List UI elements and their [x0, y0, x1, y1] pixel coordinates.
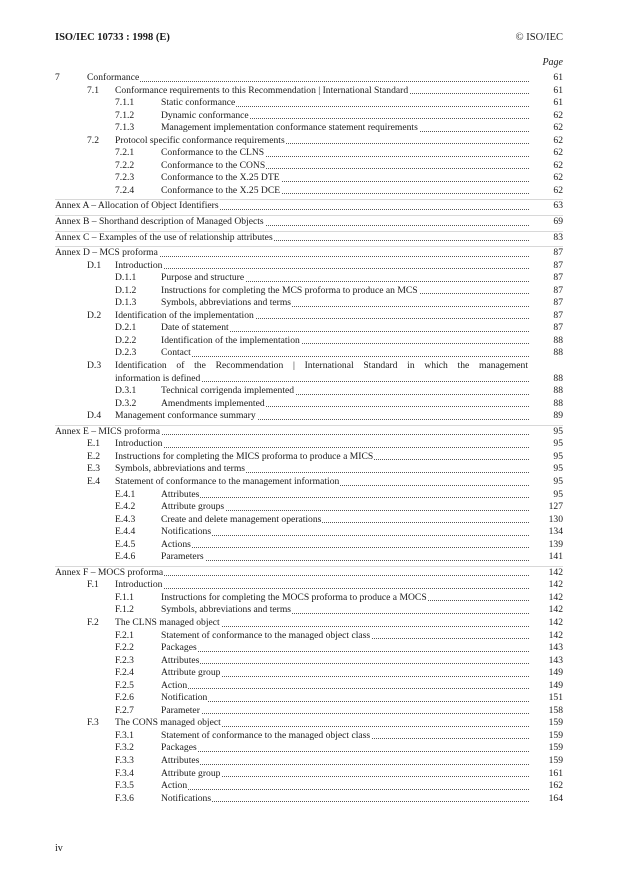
toc-entry[interactable]	[55, 297, 563, 310]
toc-entry-title-text: Identification of the implementation	[115, 309, 254, 321]
toc-entry-title	[55, 567, 529, 580]
header-copyright: © ISO/IEC	[515, 32, 563, 43]
toc-entry-title-text: Annex F – MOCS proforma	[55, 566, 164, 578]
toc-entry[interactable]	[55, 272, 563, 285]
toc-entry-title-text: Contact	[161, 347, 191, 359]
toc-entry-page: 142	[548, 629, 563, 641]
toc-entry-title-text: Identification of the Recommendation | International Standard in which the management	[115, 360, 528, 372]
toc-entry-number: F.3.3	[115, 754, 134, 766]
toc-entry[interactable]	[55, 85, 563, 98]
toc-entry[interactable]	[55, 147, 563, 160]
toc-entry-title-text: Notifications	[161, 526, 212, 538]
toc-entry-number: 7.2.2	[115, 159, 135, 171]
toc-entry-number: D.2	[87, 309, 102, 321]
toc-entry[interactable]	[55, 793, 563, 806]
toc-entry[interactable]	[55, 476, 563, 489]
toc-entry-page: 87	[553, 284, 563, 296]
toc-entry-number: F.3.5	[115, 780, 134, 792]
toc-entry-number: F.2.5	[115, 679, 134, 691]
toc-entry-title-text: Introduction	[115, 259, 163, 271]
toc-entry-page: 95	[553, 488, 563, 500]
toc-entry-title-text: Annex E – MICS proforma	[55, 425, 160, 437]
toc-entry[interactable]	[55, 160, 563, 173]
toc-entry-number: 7.1.2	[115, 109, 135, 121]
toc-entry-page: 159	[548, 742, 563, 754]
toc-entry-title	[161, 297, 529, 310]
toc-entry-title-text: Parameter	[161, 704, 200, 716]
toc-entry-title	[115, 476, 529, 489]
toc-entry[interactable]	[55, 438, 563, 451]
toc-entry-title	[161, 285, 529, 298]
toc-entry-title	[115, 410, 529, 423]
toc-entry-page: 87	[553, 322, 563, 334]
toc-entry[interactable]	[55, 755, 563, 768]
toc-entry-page: 158	[548, 704, 563, 716]
toc-entry-title-text: Static conformance	[161, 97, 236, 109]
toc-entry-title-text: Symbols, abbreviations and terms	[161, 297, 292, 309]
toc-entry[interactable]	[55, 579, 563, 592]
toc-entry-title	[55, 232, 529, 245]
toc-entry-page: 63	[553, 200, 563, 212]
toc-entry-title-text: Attributes	[161, 654, 200, 666]
toc-entry-title-text: Action	[161, 780, 188, 792]
toc-entry[interactable]	[55, 742, 563, 755]
footer-page-number: iv	[55, 843, 63, 854]
toc-entry-title	[115, 135, 529, 148]
toc-entry-page: 87	[553, 272, 563, 284]
toc-entry-number: F.2.2	[115, 642, 134, 654]
toc-entry-number: D.3	[87, 360, 102, 372]
toc-entry-page: 95	[553, 463, 563, 475]
toc-entry-title	[161, 604, 529, 617]
toc-entry-title	[115, 260, 529, 273]
toc-entry[interactable]	[55, 489, 563, 502]
toc-entry-page: 159	[548, 754, 563, 766]
toc-entry-number: F.2.1	[115, 629, 134, 641]
toc-entry[interactable]	[55, 97, 563, 110]
toc-entry-title-text: Attribute group	[161, 767, 221, 779]
toc-entry-page: 159	[548, 729, 563, 741]
toc-entry-title-text: Attributes	[161, 488, 200, 500]
toc-entry-title	[115, 85, 529, 98]
toc-entry-title	[161, 655, 529, 668]
toc-entry[interactable]	[55, 539, 563, 552]
toc-entry-title	[87, 72, 529, 85]
toc-entry[interactable]	[55, 717, 563, 730]
toc-entry-title-text: Actions	[161, 538, 191, 550]
toc-entry[interactable]	[55, 347, 563, 360]
toc-entry-title	[161, 551, 529, 564]
toc-entry[interactable]	[55, 680, 563, 693]
toc-entry-title-text: Protocol specific conformance requirements	[115, 134, 285, 146]
toc-entry-number: E.4.6	[115, 551, 136, 563]
toc-entry-page: 142	[548, 616, 563, 628]
toc-entry-title	[161, 768, 529, 781]
toc-entry-page: 62	[553, 184, 563, 196]
toc-entry-title-text: Annex B – Shorthand description of Managed Objects	[55, 216, 264, 228]
toc-entry-number: 7.1.3	[115, 122, 135, 134]
toc-entry-title-text: Symbols, abbreviations and terms	[161, 604, 292, 616]
toc-entry-title-text: Statement of conformance to the management information	[115, 475, 340, 487]
toc-entry[interactable]	[55, 501, 563, 514]
toc-entry-page: 95	[553, 425, 563, 437]
toc-entry-title-text: Statement of conformance to the managed object class	[161, 629, 371, 641]
toc-entry-page: 159	[548, 717, 563, 729]
toc-entry-title-text: Management conformance summary	[115, 410, 256, 422]
toc-entry-title	[161, 592, 529, 605]
toc-entry-title-text: Amendments implemented	[161, 397, 265, 409]
toc-entry-title	[161, 680, 529, 693]
toc-entry-title	[161, 272, 529, 285]
toc-entry-number: E.4.2	[115, 501, 136, 513]
toc-entry-page: 161	[548, 767, 563, 779]
toc-entry-page: 95	[553, 475, 563, 487]
toc-entry-title	[161, 692, 529, 705]
toc-entry-title-text: Conformance	[87, 72, 140, 83]
toc-entry-title-text: Attribute groups	[161, 501, 225, 513]
toc-entry-page: 89	[553, 410, 563, 422]
toc-entry-page: 143	[548, 654, 563, 666]
toc-entry-number: 7.1	[87, 84, 99, 96]
toc-entry[interactable]	[55, 617, 563, 630]
toc-entry-title	[161, 322, 529, 335]
toc-entry-number: 7.2.4	[115, 184, 135, 196]
toc-entry[interactable]	[55, 246, 563, 260]
toc-entry-title	[161, 335, 529, 348]
toc-entry[interactable]	[55, 592, 563, 605]
toc-entry-number: F.2.7	[115, 704, 134, 716]
toc-entry-title-text: Create and delete management operations	[161, 513, 322, 525]
toc-entry[interactable]	[55, 335, 563, 348]
toc-entry[interactable]	[55, 285, 563, 298]
toc-entry-title-text: The CONS managed object	[115, 717, 221, 729]
table-of-contents	[55, 72, 563, 805]
toc-entry-title	[161, 160, 529, 173]
toc-entry-number: 7.1.1	[115, 97, 135, 109]
toc-entry-title	[161, 642, 529, 655]
toc-entry-page: 142	[548, 604, 563, 616]
toc-entry-title	[55, 216, 529, 229]
toc-entry-title	[161, 110, 529, 123]
toc-entry-title	[161, 539, 529, 552]
toc-entry[interactable]	[55, 135, 563, 148]
toc-entry-page: 62	[553, 172, 563, 184]
toc-entry-page: 62	[553, 159, 563, 171]
toc-entry[interactable]	[55, 260, 563, 273]
toc-entry-title-text: Statement of conformance to the managed object class	[161, 729, 371, 741]
toc-entry-title-text: Instructions for completing the MCS proforma to produce an MCS	[161, 284, 418, 296]
toc-entry-page: 134	[548, 526, 563, 538]
toc-entry[interactable]	[55, 110, 563, 123]
toc-entry-page: 62	[553, 109, 563, 121]
toc-entry-title-text: Date of statement	[161, 322, 229, 334]
toc-entry[interactable]	[55, 768, 563, 781]
toc-entry-page: 61	[553, 72, 563, 83]
toc-entry[interactable]	[55, 692, 563, 705]
toc-entry[interactable]	[55, 231, 563, 245]
toc-entry-page: 127	[548, 501, 563, 513]
toc-entry-title	[161, 398, 529, 411]
toc-entry[interactable]	[55, 199, 563, 213]
toc-entry-number: E.1	[87, 438, 101, 450]
toc-entry-page: 142	[548, 591, 563, 603]
toc-entry-title	[161, 489, 529, 502]
toc-entry-title-text: Packages	[161, 742, 197, 754]
toc-entry[interactable]	[55, 780, 563, 793]
toc-entry-title-text: Action	[161, 679, 188, 691]
toc-entry-number: F.2.6	[115, 692, 134, 704]
toc-entry[interactable]	[55, 526, 563, 539]
toc-entry-title	[161, 185, 529, 198]
toc-entry[interactable]	[55, 410, 563, 423]
toc-entry[interactable]	[55, 215, 563, 229]
toc-entry-title	[115, 451, 529, 464]
toc-entry-page: 141	[548, 551, 563, 563]
toc-entry-page: 162	[548, 780, 563, 792]
toc-entry-number: E.2	[87, 450, 101, 462]
toc-entry-number: E.4.1	[115, 488, 136, 500]
toc-entry[interactable]	[55, 730, 563, 743]
toc-entry-title	[161, 147, 529, 160]
toc-entry-title-text: Instructions for completing the MOCS proforma to produce a MOCS	[161, 591, 427, 603]
toc-entry-title	[161, 385, 529, 398]
toc-entry-page: 62	[553, 147, 563, 159]
toc-entry-title	[161, 742, 529, 755]
toc-entry-page: 149	[548, 679, 563, 691]
toc-entry-title-text: information is defined	[115, 372, 201, 384]
toc-entry-number: F.3	[87, 717, 99, 729]
toc-entry-title-text: Symbols, abbreviations and terms	[115, 463, 246, 475]
toc-entry-title	[161, 501, 529, 514]
toc-entry-number: F.3.2	[115, 742, 134, 754]
toc-entry[interactable]	[55, 705, 563, 718]
toc-entry-page: 142	[548, 579, 563, 591]
toc-entry[interactable]	[55, 322, 563, 335]
toc-entry-title-text: Conformance to the X.25 DCE	[161, 184, 281, 196]
toc-entry-title	[161, 347, 529, 360]
toc-entry-title-text: Attributes	[161, 754, 200, 766]
toc-entry-title-text: Conformance to the X.25 DTE	[161, 172, 280, 184]
toc-entry-number: E.4	[87, 475, 101, 487]
toc-entry-page: 87	[553, 309, 563, 321]
toc-entry[interactable]	[55, 360, 563, 373]
toc-entry-number: E.4.3	[115, 513, 136, 525]
toc-entry-title-text: Notifications	[161, 792, 212, 804]
toc-entry-title-text: Notification	[161, 692, 208, 704]
toc-entry-page: 61	[553, 84, 563, 96]
toc-entry-number: F.2.3	[115, 654, 134, 666]
toc-entry-title	[161, 793, 529, 806]
toc-entry-title-text: Conformance to the CONS	[161, 159, 266, 171]
toc-entry-title	[55, 426, 529, 439]
toc-entry-title-text: Annex D – MCS proforma	[55, 247, 158, 259]
toc-entry-number: F.1	[87, 579, 99, 591]
toc-entry-number: F.1.2	[115, 604, 134, 616]
toc-entry-title	[115, 617, 529, 630]
toc-entry-number: F.2	[87, 616, 99, 628]
toc-entry[interactable]	[55, 310, 563, 323]
toc-entry-title-text: Management implementation conformance statement requirements	[161, 122, 418, 134]
toc-entry-page: 142	[548, 566, 563, 578]
toc-entry-title-text: Dynamic conformance	[161, 109, 249, 121]
toc-entry-title-text: Conformance requirements to this Recommendation | International Standard	[115, 84, 409, 96]
toc-entry-title-text: Identification of the implementation	[161, 334, 300, 346]
toc-entry-page: 88	[553, 397, 563, 409]
toc-entry-title	[161, 630, 529, 643]
toc-entry-title	[161, 97, 529, 110]
toc-entry-page: 164	[548, 792, 563, 804]
toc-entry-title-text: Annex C – Examples of the use of relationship attributes	[55, 231, 273, 243]
toc-entry-number: E.4.5	[115, 538, 136, 550]
toc-entry-title-text: Conformance to the CLNS	[161, 147, 265, 159]
toc-entry-title	[115, 579, 529, 592]
toc-entry-page: 83	[553, 231, 563, 243]
toc-entry-page: 139	[548, 538, 563, 550]
toc-entry-page: 69	[553, 216, 563, 228]
toc-entry[interactable]	[55, 72, 563, 85]
toc-entry-title	[161, 705, 529, 718]
toc-entry-page: 87	[553, 247, 563, 259]
toc-entry[interactable]	[55, 373, 563, 386]
toc-entry[interactable]	[55, 667, 563, 680]
toc-entry-title-text: Technical corrigenda implemented	[161, 385, 295, 397]
toc-entry-number: F.1.1	[115, 591, 134, 603]
toc-entry-page: 88	[553, 334, 563, 346]
toc-entry-page: 87	[553, 297, 563, 309]
toc-entry-title	[161, 730, 529, 743]
toc-entry[interactable]	[55, 451, 563, 464]
toc-entry[interactable]	[55, 655, 563, 668]
toc-entry[interactable]	[55, 398, 563, 411]
toc-entry-number: D.3.1	[115, 385, 137, 397]
toc-entry-page: 143	[548, 642, 563, 654]
toc-entry-page: 95	[553, 438, 563, 450]
toc-entry-number: F.2.4	[115, 667, 134, 679]
toc-entry-title-text: Attribute group	[161, 667, 221, 679]
toc-entry[interactable]	[55, 642, 563, 655]
toc-entry[interactable]	[55, 630, 563, 643]
toc-entry-page: 149	[548, 667, 563, 679]
toc-entry-title	[161, 667, 529, 680]
toc-entry-page: 151	[548, 692, 563, 704]
toc-entry-title	[161, 526, 529, 539]
toc-entry-title	[115, 373, 529, 386]
toc-entry-number: D.1	[87, 259, 102, 271]
toc-entry-title	[55, 200, 529, 213]
toc-entry-number: F.3.4	[115, 767, 134, 779]
toc-entry-number: E.4.4	[115, 526, 136, 538]
toc-entry-page: 87	[553, 259, 563, 271]
toc-entry-title	[161, 755, 529, 768]
toc-entry-page: 88	[553, 372, 563, 384]
toc-entry[interactable]	[55, 385, 563, 398]
toc-entry[interactable]	[55, 604, 563, 617]
toc-entry-title	[161, 172, 529, 185]
toc-entry-page: 88	[553, 385, 563, 397]
toc-entry-title-text: Parameters	[161, 551, 204, 563]
toc-entry-title	[115, 463, 529, 476]
toc-entry-title-text: Packages	[161, 642, 197, 654]
toc-entry-page: 61	[553, 97, 563, 109]
toc-entry-number: 7.2	[87, 134, 99, 146]
toc-entry[interactable]	[55, 551, 563, 564]
toc-entry[interactable]	[55, 463, 563, 476]
toc-entry-title-text: Introduction	[115, 579, 163, 591]
toc-entry[interactable]	[55, 185, 563, 198]
toc-entry-page: 62	[553, 122, 563, 134]
toc-entry-number: F.3.6	[115, 792, 134, 804]
toc-entry-title-text: Instructions for completing the MICS proforma to produce a MICS	[115, 450, 374, 462]
toc-entry[interactable]	[55, 425, 563, 439]
toc-entry-title	[115, 360, 529, 373]
toc-entry-page: 88	[553, 347, 563, 359]
toc-entry[interactable]	[55, 172, 563, 185]
toc-entry-title-text: The CLNS managed object	[115, 616, 220, 628]
toc-entry-number: D.4	[87, 410, 102, 422]
toc-entry-title	[161, 780, 529, 793]
toc-entry-title-text: Introduction	[115, 438, 163, 450]
toc-entry-number: 7	[55, 72, 60, 83]
toc-entry-number: D.1.2	[115, 284, 137, 296]
toc-entry-number: 7.2.3	[115, 172, 135, 184]
toc-entry-title	[115, 717, 529, 730]
toc-entry[interactable]	[55, 514, 563, 527]
toc-entry-page: 130	[548, 513, 563, 525]
page-column-label: Page	[542, 57, 563, 68]
toc-entry[interactable]	[55, 566, 563, 580]
toc-entry-number: D.1.1	[115, 272, 137, 284]
toc-entry-number: F.3.1	[115, 729, 134, 741]
toc-entry-title	[55, 247, 529, 260]
toc-entry-number: D.1.3	[115, 297, 137, 309]
toc-entry-title	[115, 310, 529, 323]
toc-entry-number: D.2.1	[115, 322, 137, 334]
toc-entry-title	[115, 438, 529, 451]
toc-entry-number: 7.2.1	[115, 147, 135, 159]
toc-entry-number: D.2.2	[115, 334, 137, 346]
toc-entry-page: 95	[553, 450, 563, 462]
toc-entry-title-text: Purpose and structure	[161, 272, 245, 284]
toc-entry-number: D.3.2	[115, 397, 137, 409]
header-document-id: ISO/IEC 10733 : 1998 (E)	[55, 32, 170, 43]
toc-entry-page: 62	[553, 134, 563, 146]
toc-entry-number: E.3	[87, 463, 101, 475]
toc-entry-title-text: Annex A – Allocation of Object Identifiers	[55, 200, 219, 212]
toc-entry-number: D.2.3	[115, 347, 137, 359]
toc-entry[interactable]	[55, 122, 563, 135]
toc-entry-title	[161, 122, 529, 135]
toc-entry-title	[161, 514, 529, 527]
